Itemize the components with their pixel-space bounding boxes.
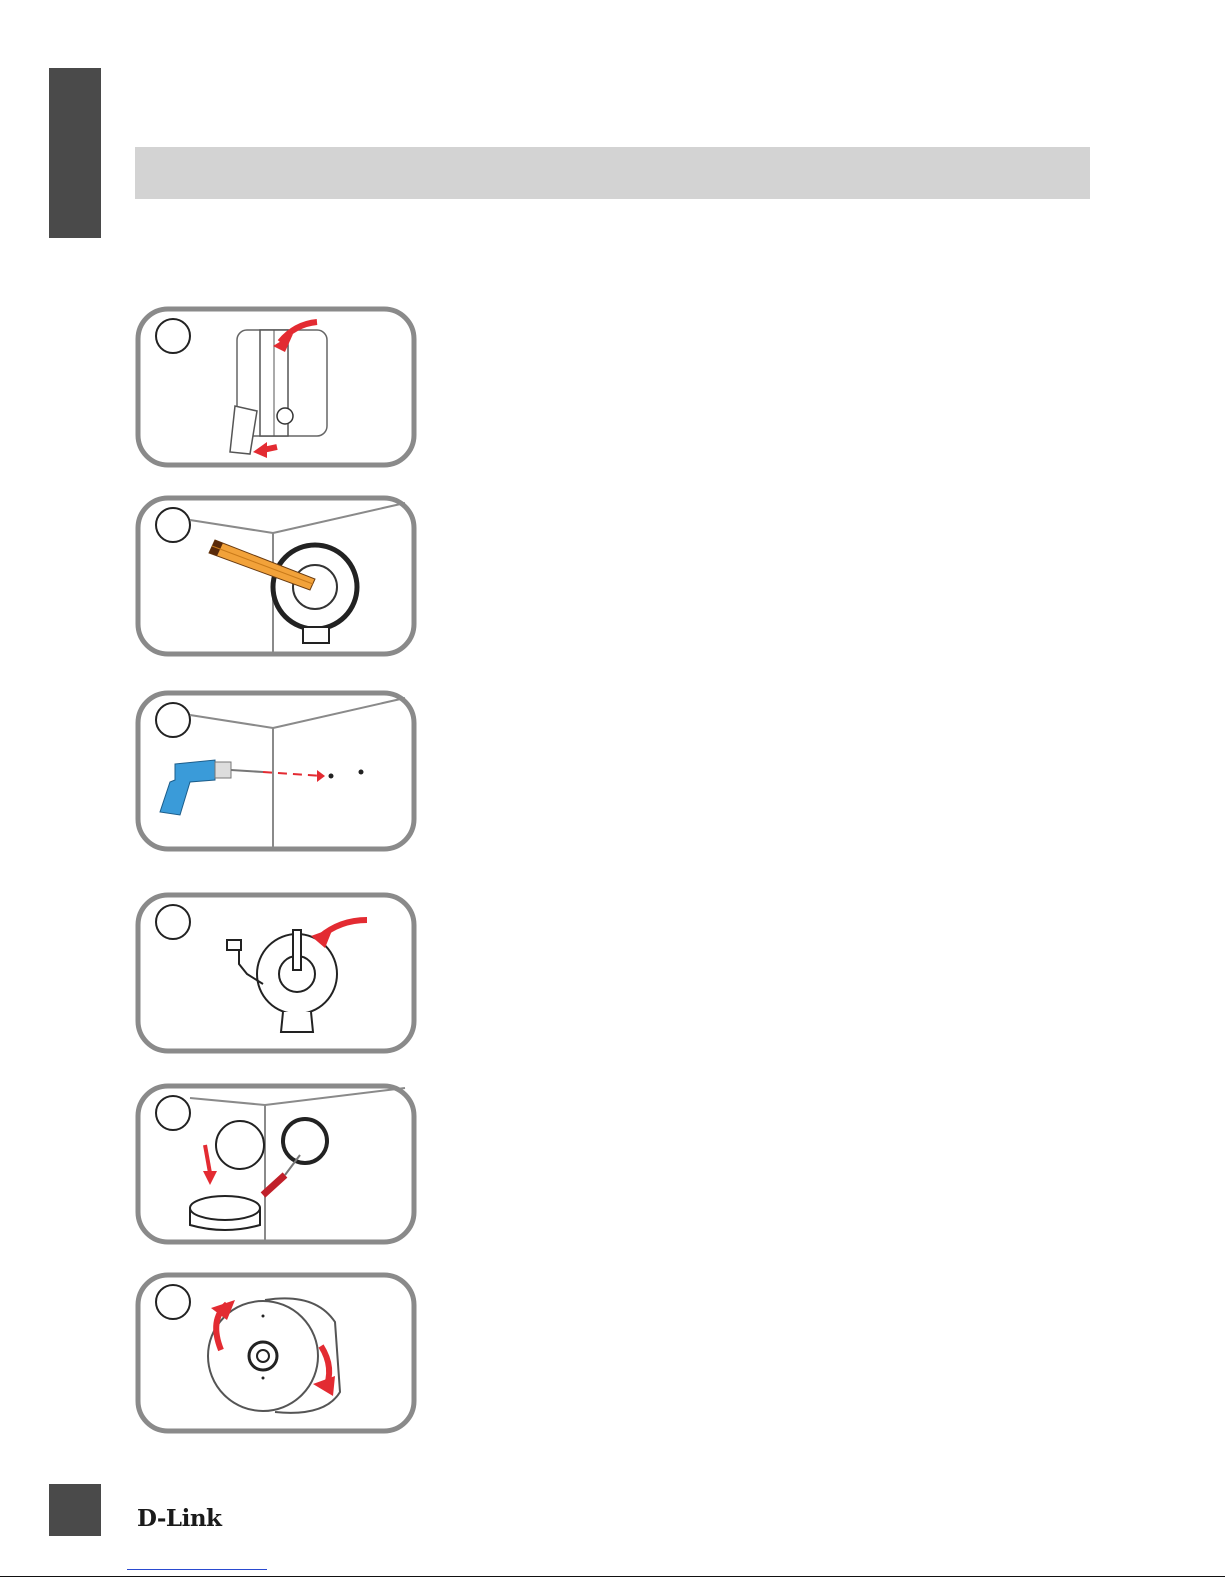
step-4-illustration xyxy=(135,892,417,1054)
camera-rotate-icon xyxy=(135,1272,417,1434)
dlink-logo: D-Link xyxy=(137,1505,222,1532)
drill-icon xyxy=(135,690,417,852)
screwdriver-mount-icon xyxy=(135,1083,417,1245)
camera-stand-icon xyxy=(135,306,417,468)
step-3-illustration xyxy=(135,690,417,852)
page-bottom-rule xyxy=(0,1576,1225,1577)
pencil-marking-icon xyxy=(135,495,417,657)
language-side-tab xyxy=(49,68,101,238)
step-2-illustration xyxy=(135,495,417,657)
link-underline xyxy=(127,1569,267,1570)
page-number-tab xyxy=(49,1484,101,1536)
section-header-bar xyxy=(135,147,1090,199)
step-1-illustration xyxy=(135,306,417,468)
step-5-illustration xyxy=(135,1083,417,1245)
mount-bracket-icon xyxy=(135,892,417,1054)
step-6-illustration xyxy=(135,1272,417,1434)
